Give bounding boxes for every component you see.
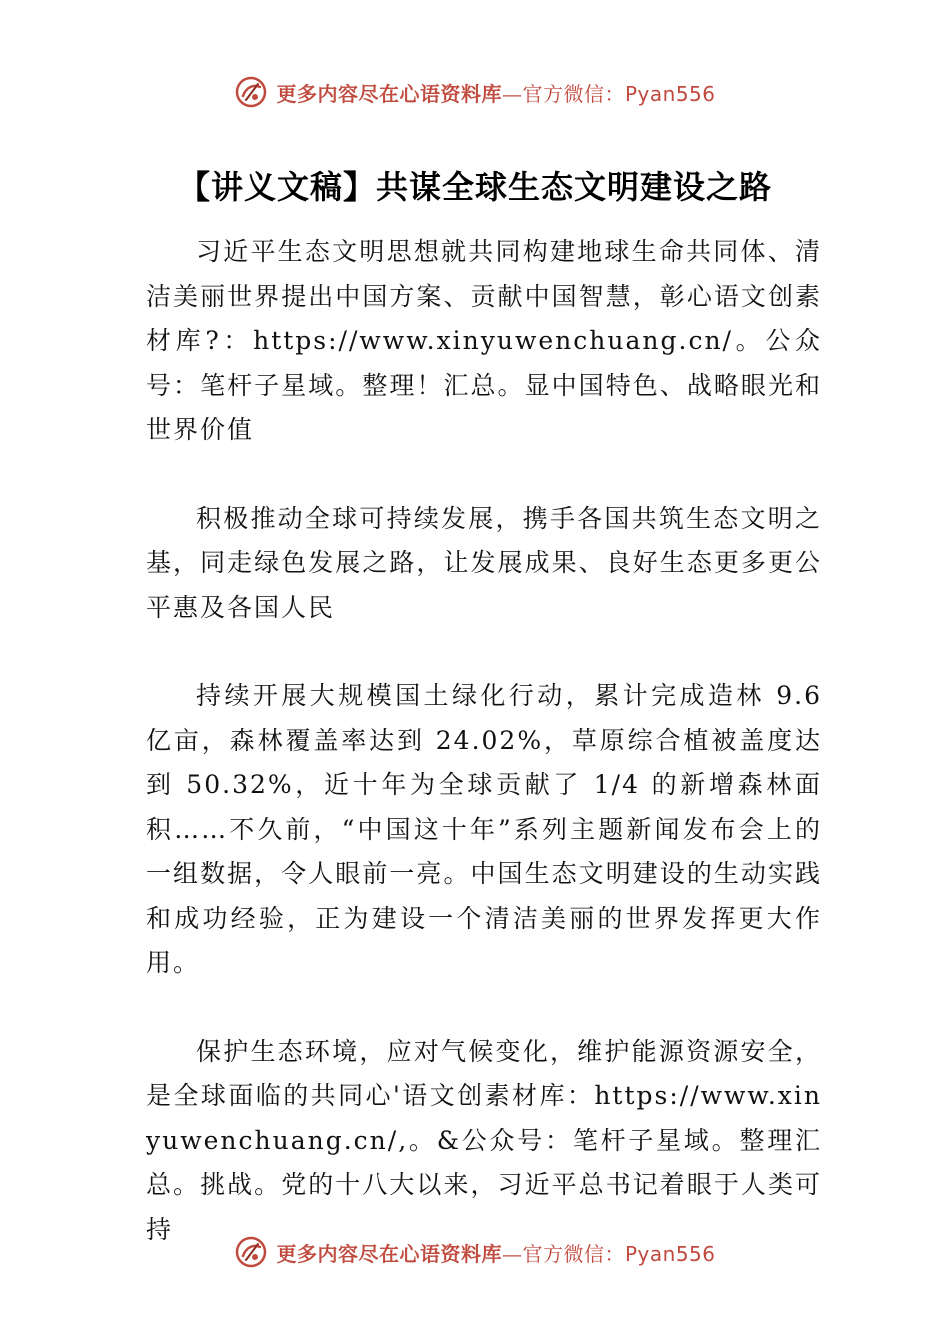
paragraph-2: 积极推动全球可持续发展，携手各国共筑生态文明之基，同走绿色发展之路，让发展成果、良好生态更多更公平惠及各国人民 <box>146 503 822 622</box>
footer-banner-text <box>276 1238 715 1267</box>
library-logo-icon <box>234 1235 268 1269</box>
paragraph-1: 习近平生态文明思想就共同构建地球生命共同体、清洁美丽世界提出中国方案、贡献中国智慧，彰心语文创素材库?：https://www.xinyuwenchuang.cn/。公众号：笔杆子星域。整理！汇总。显中国特色、战略眼光和世界价值 <box>146 237 822 444</box>
header-wechat-label: —官方微信： <box>501 81 625 106</box>
footer-banner <box>0 1232 950 1272</box>
header-banner <box>0 72 950 112</box>
paragraph-3: 持续开展大规模国土绿化行动，累计完成造林 9.6 亿亩，森林覆盖率达到 24.02%，草原综合植被盖度达到 50.32%，近十年为全球贡献了 1/4 的新增森林面积……不久前，“中国这十年”系列主题新闻发布会上的一组数据，令人眼前一亮。中国生态文明建设的生动实践和成功经验，正为建设一个清洁美丽的世界发挥更大作用。 <box>146 681 822 977</box>
document-body <box>146 230 822 1296</box>
document-title: 【讲义文稿】共谋全球生态文明建设之路 <box>177 168 772 206</box>
header-banner-text <box>276 78 715 107</box>
header-wechat-id: Pyan556 <box>624 81 716 106</box>
footer-banner-label: 更多内容尽在心语资料库 <box>276 1241 502 1266</box>
library-logo-icon <box>234 75 268 109</box>
paragraph-4: 保护生态环境，应对气候变化，维护能源资源安全， 是全球面临的共同心'语文创素材库：https://www.xinyuwenchuang.cn/,。&公众号：笔杆子星域。整理汇总。挑战。党的十八大以来，习近平总书记着眼于人类可持 <box>146 1036 822 1244</box>
footer-wechat-id: Pyan556 <box>624 1241 716 1266</box>
header-banner-label: 更多内容尽在心语资料库 <box>276 81 502 106</box>
footer-wechat-label: —官方微信： <box>501 1241 625 1266</box>
